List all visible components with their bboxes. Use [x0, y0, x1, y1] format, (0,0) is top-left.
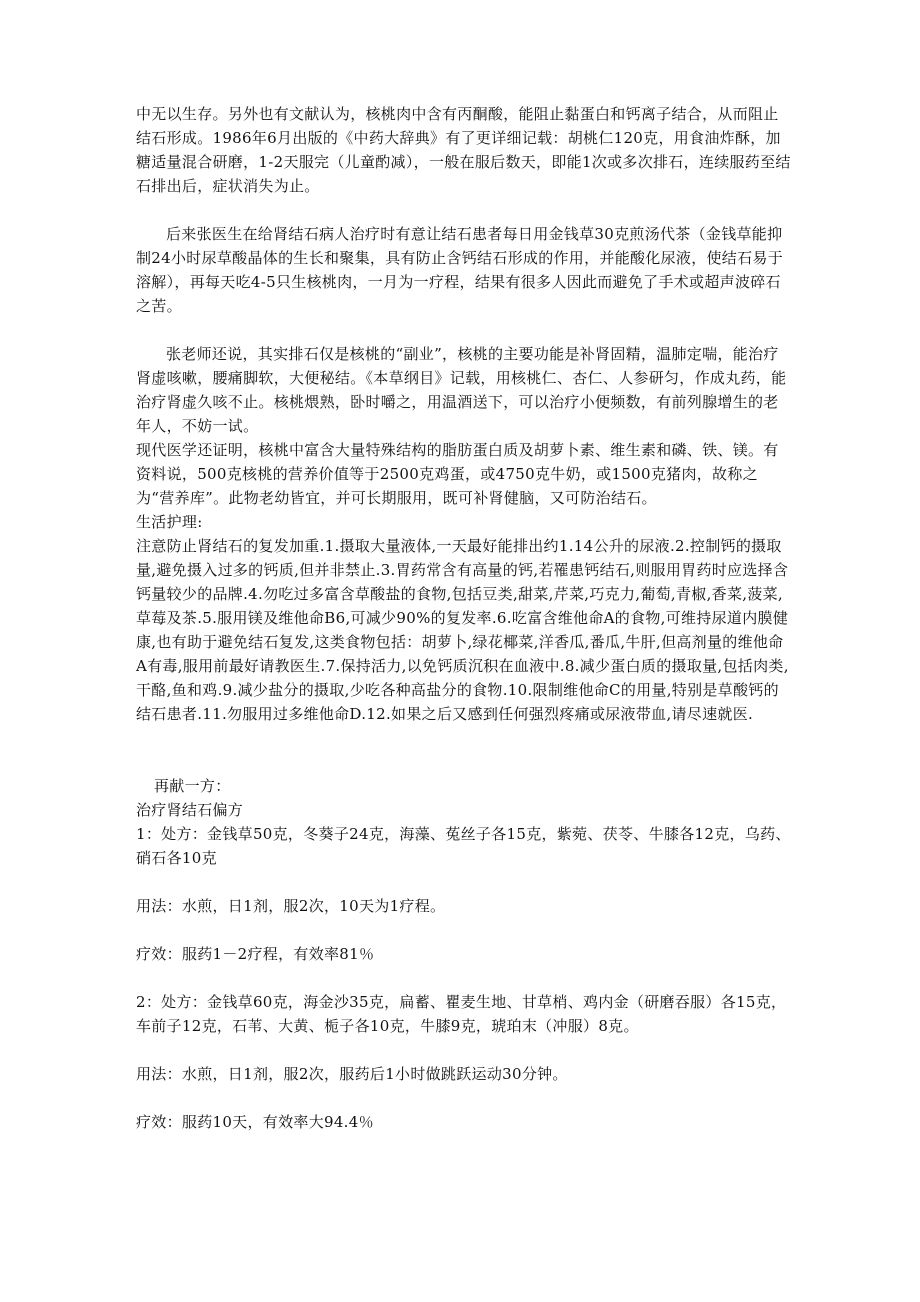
paragraph-walnut-history: 中无以生存。另外也有文献认为，核桃肉中含有丙酮酸，能阻止黏蛋白和钙离子结合，从而阻止结石形成。1986年6月出版的《中药大辞典》有了更详细记载：胡桃仁120克，用食油炸酥，加糖适量混合研磨，1-2天服完（儿童酌减），一般在服后数天，即能1次或多次排石，连续服药至结石排出后，症状消失为止。: [136, 105, 791, 195]
heading-kidney-stone-recipe: 治疗肾结石偏方: [136, 801, 244, 819]
document-page: [136, 102, 792, 1134]
paragraph-walnut-functions: 张老师还说，其实排石仅是核桃的“副业”，核桃的主要功能是补肾固精，温肺定喘，能治疗肾虚咳嗽，腰痛脚软，大便秘结。《本草纲目》记载，用核桃仁、杏仁、人参研匀，作成丸药，能治疗肾虚久咳不止。核桃煨熟，卧时嚼之，用温酒送下，可以治疗小便频数，有前列腺增生的老年人，不妨一试。: [136, 345, 787, 435]
paragraph-modern-medicine: 现代医学还证明，核桃中富含大量特殊结构的脂肪蛋白质及胡萝卜素、维生素和磷、铁、镁。有资料说，500克核桃的营养价值等于2500克鸡蛋，或4750克牛奶，或1500克猪肉，故称之为“营养库”。此物老幼皆宜，并可长期服用，既可补肾健脑，又可防治结石。: [136, 441, 779, 507]
paragraph-dr-zhang-treatment: 后来张医生在给肾结石病人治疗时有意让结石患者每日用金钱草30克煎汤代茶（金钱草能抑制24小时尿草酸晶体的生长和聚集，具有防止含钙结石形成的作用，并能酸化尿液，使结石易于溶解），再每天吃4-5只生核桃肉，一月为一疗程，结果有很多人因此而避免了手术或超声波碎石之苦。: [136, 225, 783, 315]
recipe-2-efficacy: 疗效：服药10天，有效率大94.4％: [136, 1113, 374, 1131]
paragraph-prevention-tips: 注意防止肾结石的复发加重.1.摄取大量液体,一天最好能排出约1.14公升的尿液.2.控制钙的摄取量,避免摄入过多的钙质,但并非禁止.3.胃药常含有高量的钙,若罹患钙结石,则服用胃药时应选择含钙量较少的品牌.4.勿吃过多富含草酸盐的食物,包括豆类,甜菜,芹菜,巧克力,葡萄,青椒,香菜,菠菜,草莓及茶.5.服用镁及维他命B6,可减少90%的复发率.6.吃富含维他命A的食物,可维持尿道内膜健康,也有助于避免结石复发,这类食物包括：胡萝卜,绿花椰菜,洋香瓜,番瓜,牛肝,但高剂量的维他命A有毒,服用前最好请教医生.7.保持活力,以免钙质沉积在血液中.8.减少蛋白质的摄取量,包括肉类,干酪,鱼和鸡.9.减少盐分的摄取,少吃各种高盐分的食物.10.限制维他命C的用量,特别是草酸钙的结石患者.11.勿服用过多维他命D.12.如果之后又感到任何强烈疼痛或尿液带血,请尽速就医.: [136, 537, 789, 723]
recipe-2-prescription: 2：处方：金钱草60克，海金沙35克，扁蓄、瞿麦生地、甘草梢、鸡内金（研磨吞服）各15克，车前子12克，石苇、大黄、栀子各10克，牛膝9克，琥珀末（冲服）8克。: [136, 993, 787, 1035]
recipe-1-prescription: 1：处方：金钱草50克，冬葵子24克，海藻、菟丝子各15克，紫菀、茯苓、牛膝各12克，乌药、硝石各10克: [136, 825, 791, 867]
recipe-2-usage: 用法：水煎，日1剂，服2次，服药后1小时做跳跃运动30分钟。: [136, 1065, 568, 1083]
heading-life-care: 生活护理:: [136, 513, 203, 531]
recipe-1-usage: 用法：水煎，日1剂，服2次，10天为1疗程。: [136, 897, 446, 915]
heading-another-recipe: 再献一方：: [154, 777, 231, 795]
recipe-1-efficacy: 疗效：服药1－2疗程，有效率81％: [136, 945, 375, 963]
